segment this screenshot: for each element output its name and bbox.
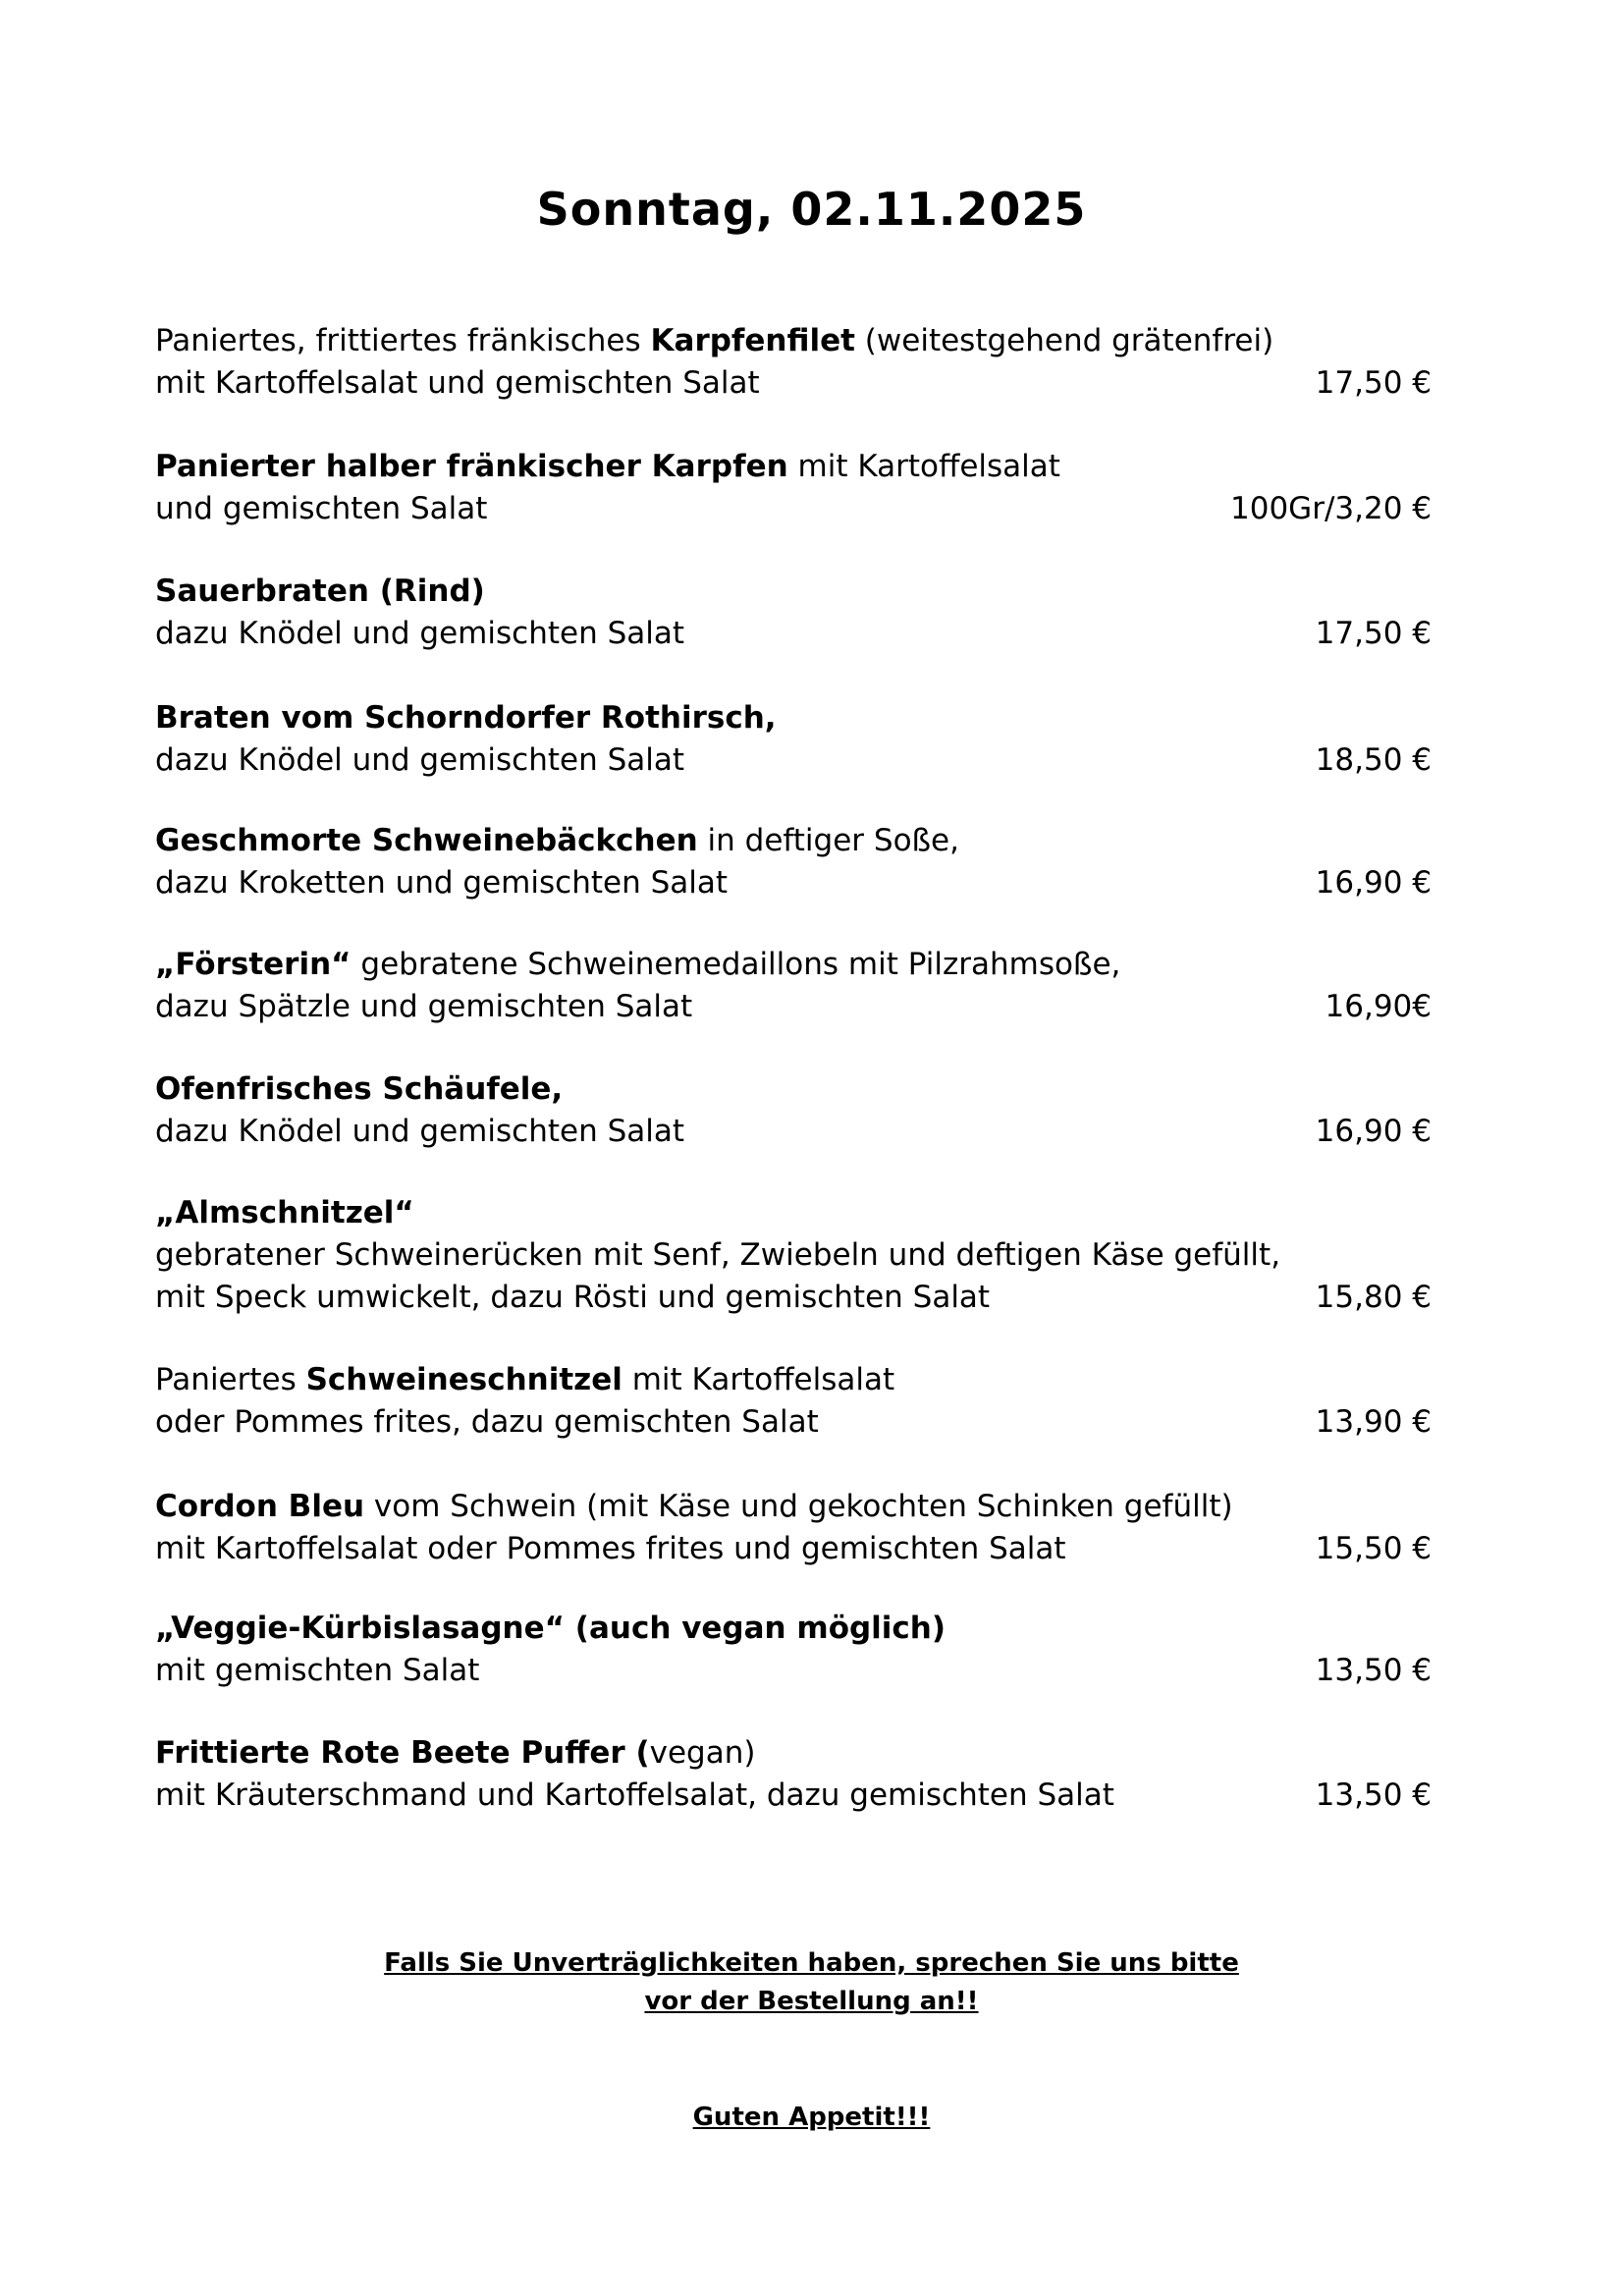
- dish-name: Ofenfrisches Schäufele,: [155, 1071, 564, 1107]
- menu-item-description: [155, 862, 1432, 904]
- menu-item-description: [155, 1775, 1432, 1817]
- dish-text: vom Schwein (mit Käse und gekochten Schinken gefüllt): [364, 1489, 1233, 1524]
- menu-item: [155, 1732, 1432, 1817]
- dish-text: oder Pommes frites, dazu gemischten Salat: [155, 1404, 819, 1440]
- menu-item-price: 100Gr/3,20 €: [1230, 491, 1432, 526]
- menu-item-description: [155, 1277, 1432, 1319]
- dish-name: Schweineschnitzel: [305, 1362, 622, 1397]
- dish-text: dazu Knödel und gemischten Salat: [155, 616, 685, 651]
- dish-name: „Försterin“: [155, 947, 352, 982]
- menu-item: [155, 571, 1432, 655]
- closing-text: Guten Appetit!!!: [692, 2103, 931, 2132]
- menu-item-price: 15,50 €: [1315, 1531, 1432, 1566]
- menu-item-price: 16,90 €: [1315, 865, 1432, 901]
- menu-item-price: 17,50 €: [1315, 365, 1432, 401]
- dish-text: mit Kartoffelsalat: [622, 1362, 895, 1397]
- dish-name: Geschmorte Schweinebäckchen: [155, 823, 698, 858]
- menu-item-price: 13,90 €: [1315, 1404, 1432, 1440]
- dish-text: mit Kräuterschmand und Kartoffelsalat, dazu gemischten Salat: [155, 1777, 1114, 1813]
- dish-text: mit gemischten Salat: [155, 1653, 480, 1688]
- dish-text: mit Speck umwickelt, dazu Rösti und gemischten Salat: [155, 1280, 991, 1315]
- menu-item-heading: [155, 1732, 1432, 1775]
- dish-text: in deftiger Soße,: [697, 823, 959, 858]
- dish-name: Karpfenfilet: [650, 323, 855, 358]
- menu-item-heading: [155, 697, 1432, 739]
- menu-item-heading: [155, 446, 1432, 488]
- menu-item: [155, 697, 1432, 782]
- dish-text: mit Kartoffelsalat oder Pommes frites und gemischten Salat: [155, 1531, 1066, 1566]
- dish-text: dazu Spätzle und gemischten Salat: [155, 989, 693, 1024]
- menu-item: [155, 1608, 1432, 1692]
- menu-item: [155, 1192, 1432, 1319]
- dish-name: „Veggie-Kürbislasagne“ (auch vegan möglich): [155, 1611, 947, 1646]
- dish-name: Braten vom Schorndorfer Rothirsch,: [155, 700, 777, 736]
- menu-item: [155, 320, 1432, 405]
- menu-item-description: [155, 362, 1432, 405]
- menu-item: [155, 1359, 1432, 1444]
- dish-text: mit Kartoffelsalat und gemischten Salat: [155, 365, 760, 401]
- menu-item-heading: [155, 820, 1432, 862]
- menu-item-heading: [155, 571, 1432, 613]
- dish-text: gebratene Schweinemedaillons mit Pilzrahmsoße,: [351, 947, 1121, 982]
- dish-text: gebratener Schweinerücken mit Senf, Zwiebeln und deftigen Käse gefüllt,: [155, 1237, 1281, 1273]
- menu-item-description: [155, 1401, 1432, 1444]
- menu-item-heading: [155, 320, 1432, 362]
- menu-item-heading: [155, 1486, 1432, 1528]
- dish-text: vegan): [649, 1735, 756, 1771]
- menu-item: [155, 944, 1432, 1028]
- menu-item: [155, 820, 1432, 904]
- menu-item-heading: [155, 944, 1432, 986]
- dish-text: Paniertes: [155, 1362, 306, 1397]
- menu-item-heading: [155, 1608, 1432, 1650]
- dish-name: Panierter halber fränkischer Karpfen: [155, 449, 788, 484]
- allergy-notice-line2: vor der Bestellung an!!: [644, 1987, 979, 2016]
- menu-item-description: [155, 488, 1432, 530]
- menu-item-heading: [155, 1192, 1432, 1234]
- dish-text: Paniertes, frittiertes fränkisches: [155, 323, 651, 358]
- dish-text: dazu Kroketten und gemischten Salat: [155, 865, 729, 901]
- dish-text: dazu Knödel und gemischten Salat: [155, 1114, 685, 1149]
- menu-item-description: [155, 1528, 1432, 1570]
- menu-item-price: 13,50 €: [1315, 1777, 1432, 1813]
- menu-item-description: [155, 1111, 1432, 1153]
- menu-item-description: [155, 986, 1432, 1028]
- menu-item-price: 16,90€: [1325, 989, 1432, 1024]
- dish-text: und gemischten Salat: [155, 491, 488, 526]
- dish-name: Cordon Bleu: [155, 1489, 365, 1524]
- menu-item-description: [155, 739, 1432, 782]
- dish-text: (weitestgehend grätenfrei): [854, 323, 1274, 358]
- menu-item-description: [155, 1650, 1432, 1692]
- menu-item-price: 18,50 €: [1315, 742, 1432, 778]
- page-title: Sonntag, 02.11.2025: [536, 183, 1087, 236]
- dish-name: Frittierte Rote Beete Puffer (: [155, 1735, 650, 1771]
- dish-text: mit Kartoffelsalat: [787, 449, 1060, 484]
- menu-item: [155, 1068, 1432, 1153]
- menu-item-heading: [155, 1068, 1432, 1111]
- dish-name: Sauerbraten (Rind): [155, 574, 485, 609]
- menu-item-price: 16,90 €: [1315, 1114, 1432, 1149]
- menu-item-description: [155, 1234, 1432, 1277]
- menu-item-price: 15,80 €: [1315, 1280, 1432, 1315]
- menu-item: [155, 446, 1432, 530]
- allergy-notice: [0, 1944, 1623, 2021]
- menu-item: [155, 1486, 1432, 1570]
- dish-name: „Almschnitzel“: [155, 1195, 414, 1230]
- menu-item-description: [155, 613, 1432, 655]
- menu-item-price: 13,50 €: [1315, 1653, 1432, 1688]
- allergy-notice-line1: Falls Sie Unverträglichkeiten haben, sprechen Sie uns bitte: [384, 1948, 1239, 1978]
- menu-item-heading: [155, 1359, 1432, 1401]
- dish-text: dazu Knödel und gemischten Salat: [155, 742, 685, 778]
- menu-item-price: 17,50 €: [1315, 616, 1432, 651]
